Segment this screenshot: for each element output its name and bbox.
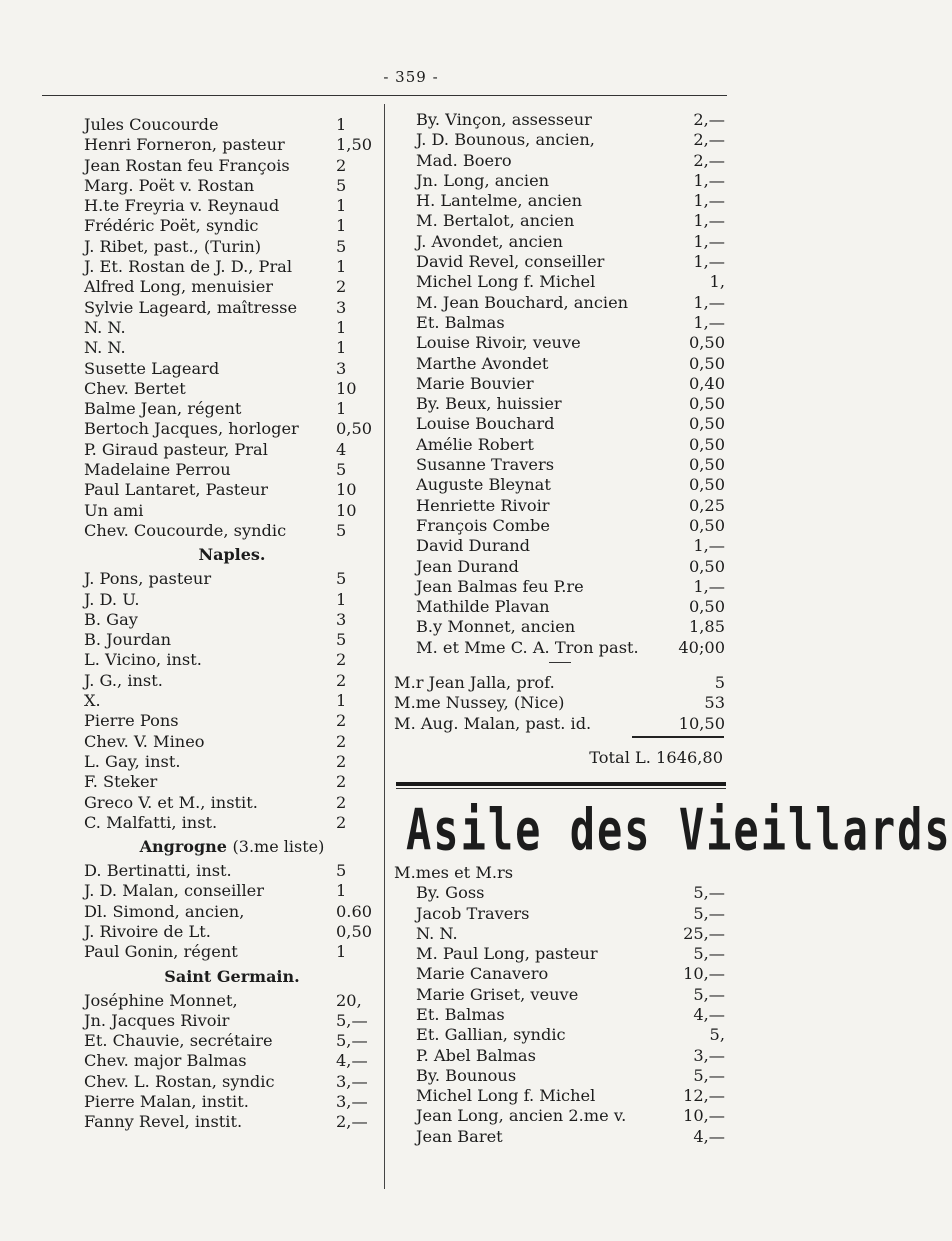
donor-amount: 1,— [693, 252, 725, 272]
donor-name: N. N. [84, 317, 126, 337]
donor-amount: 5,— [693, 883, 725, 903]
list-item [84, 318, 380, 338]
donor-name: J. Et. Rostan de J. D., Pral [84, 257, 293, 277]
list-item [416, 414, 729, 434]
list-item [84, 440, 380, 460]
list-item [84, 630, 380, 650]
section-rule-thick [396, 782, 726, 786]
donor-amount: 5, [709, 1025, 725, 1045]
donor-name: M. Bertalot, ancien [416, 211, 575, 231]
donor-amount: 1 [336, 196, 347, 216]
donor-amount: 2 [336, 731, 347, 751]
donor-name: Marthe Avondet [416, 353, 549, 373]
donor-amount: 1,50 [336, 135, 373, 155]
donor-amount: 1 [336, 881, 347, 901]
donor-amount: 1 [336, 317, 347, 337]
list-item [84, 881, 380, 901]
donor-amount: 0,50 [688, 556, 725, 576]
list-item [416, 577, 729, 597]
list-item [416, 475, 729, 495]
donor-name: B. Jourdan [84, 630, 172, 650]
donor-amount: 3,— [336, 1092, 368, 1112]
list-item [84, 257, 380, 277]
donor-amount: 20, [336, 990, 362, 1010]
list-item [394, 673, 729, 693]
donor-name: Marie Bouvier [416, 373, 534, 393]
donor-name: Jn. Long, ancien [416, 170, 550, 190]
list-item [84, 1051, 380, 1071]
donor-amount: 0,50 [336, 419, 373, 439]
donor-name: Jacob Travers [416, 903, 530, 923]
donor-name: C. Malfatti, inst. [84, 812, 218, 832]
separator-dash [549, 662, 571, 663]
donor-name: By. Beux, huissier [416, 394, 562, 414]
donor-name: Madelaine Perrou [84, 460, 231, 480]
donor-amount: 2 [336, 277, 347, 297]
donor-amount: 1 [336, 216, 347, 236]
list-item [84, 732, 380, 752]
donor-name: J. D. Malan, conseiller [84, 881, 264, 901]
donor-amount: 0,50 [688, 353, 725, 373]
list-item [416, 435, 729, 455]
donor-amount: 5 [336, 236, 347, 256]
list-item [416, 354, 729, 374]
donor-name: Chev. Bertet [84, 378, 186, 398]
list-item [416, 496, 729, 516]
naples-donor-list [84, 569, 380, 833]
list-item [84, 1112, 380, 1132]
donor-amount: 1,— [693, 312, 725, 332]
donor-amount: 0,50 [336, 921, 373, 941]
donor-name: Frédéric Poët, syndic [84, 216, 259, 236]
naples-heading: Naples. [198, 545, 266, 565]
donor-name: J. Pons, pasteur [84, 569, 212, 589]
list-item [416, 130, 729, 150]
saint-germain-heading: Saint Germain. [164, 966, 300, 986]
donor-name: Et. Chauvie, secrétaire [84, 1031, 273, 1051]
donor-name: M. Paul Long, pasteur [416, 944, 598, 964]
donor-name: Marie Canavero [416, 964, 549, 984]
list-item [84, 813, 380, 833]
donor-amount: 3,— [693, 1045, 725, 1065]
donor-amount: 0.60 [336, 901, 373, 921]
list-item [84, 590, 380, 610]
list-item [84, 359, 380, 379]
list-item [416, 252, 729, 272]
list-item [416, 333, 729, 353]
donor-amount: 1 [336, 691, 347, 711]
donor-name: Chev. Coucourde, syndic [84, 520, 287, 540]
donor-name: Paul Gonin, régent [84, 942, 238, 962]
donor-amount: 2 [336, 772, 347, 792]
donor-amount: 5,— [336, 1031, 368, 1051]
donor-name: Michel Long f. Michel [416, 272, 596, 292]
list-item [84, 922, 380, 942]
donor-amount: 10,50 [678, 713, 725, 733]
list-item [84, 460, 380, 480]
donor-amount: 1 [336, 257, 347, 277]
donor-amount: 1,— [693, 170, 725, 190]
list-item [416, 638, 729, 658]
list-item [84, 216, 380, 236]
list-item [84, 176, 380, 196]
list-item [84, 298, 380, 318]
donor-name: Bertoch Jacques, horloger [84, 419, 299, 439]
donor-amount: 3 [336, 297, 347, 317]
donor-amount: 10 [336, 480, 357, 500]
donor-name: Jean Long, ancien 2.me v. [416, 1106, 627, 1126]
list-item [416, 211, 729, 231]
donor-amount: 5 [336, 569, 347, 589]
right-donor-list [394, 110, 729, 658]
donor-name: Jean Rostan feu François [84, 155, 290, 175]
list-item [84, 793, 380, 813]
donor-amount: 12,— [683, 1086, 725, 1106]
list-item [416, 272, 729, 292]
donor-name: Louise Bouchard [416, 414, 555, 434]
donor-name: J. D. Bounous, ancien, [416, 130, 595, 150]
donor-name: N. N. [416, 923, 458, 943]
donor-name: J. D. U. [84, 589, 140, 609]
donor-amount: 5 [336, 861, 347, 881]
donor-amount: 4 [336, 439, 347, 459]
list-item [416, 232, 729, 252]
donor-name: Louise Rivoir, veuve [416, 333, 581, 353]
donor-amount: 5 [336, 175, 347, 195]
right-donor-list-2 [394, 673, 729, 734]
donor-name: Paul Lantaret, Pasteur [84, 480, 269, 500]
donor-amount: 2 [336, 751, 347, 771]
list-item [84, 156, 380, 176]
donor-amount: 2 [336, 792, 347, 812]
donor-name: By. Vinçon, assesseur [416, 110, 592, 129]
angrogne-donor-list [84, 861, 380, 962]
donor-amount: 2,— [693, 110, 725, 129]
donor-name: J. G., inst. [84, 670, 163, 690]
list-item [416, 110, 729, 130]
total-rule [632, 736, 724, 738]
donor-amount: 5,— [693, 944, 725, 964]
donor-amount: 2 [336, 650, 347, 670]
donor-name: Chev. major Balmas [84, 1051, 247, 1071]
donor-amount: 10,— [683, 964, 725, 984]
donor-name: Greco V. et M., instit. [84, 792, 258, 812]
list-item [416, 374, 729, 394]
donor-name: M. Jean Bouchard, ancien [416, 292, 629, 312]
saint-germain-donor-list [84, 991, 380, 1133]
donor-name: P. Giraud pasteur, Pral [84, 439, 268, 459]
donor-name: Jules Coucourde [84, 115, 219, 134]
donor-amount: 1 [336, 942, 347, 962]
list-item [394, 1086, 729, 1106]
donor-name: M. et Mme C. A. Tron past. [416, 637, 639, 657]
list-item [394, 985, 729, 1005]
donor-name: Susette Lageard [84, 358, 220, 378]
donor-amount: 2 [336, 711, 347, 731]
list-item [416, 171, 729, 191]
list-item [416, 191, 729, 211]
donor-name: Chev. L. Rostan, syndic [84, 1071, 275, 1091]
donor-name: X. [84, 691, 101, 711]
donor-amount: 5,— [336, 1010, 368, 1030]
donor-name: Joséphine Monnet, [84, 990, 238, 1010]
donor-name: H. Lantelme, ancien [416, 191, 583, 211]
donor-amount: 1, [709, 272, 725, 292]
list-item [394, 714, 729, 734]
list-item [84, 610, 380, 630]
list-item [416, 617, 729, 637]
donor-amount: 5,— [693, 903, 725, 923]
column-divider [384, 104, 385, 1189]
donor-name: Fanny Revel, instit. [84, 1112, 243, 1132]
asile-title: Asile des Vieillards [406, 796, 952, 864]
donor-amount: 1 [336, 399, 347, 419]
list-item [394, 944, 729, 964]
list-item [416, 455, 729, 475]
donor-amount: 4,— [693, 1126, 725, 1146]
donor-name: L. Vicino, inst. [84, 650, 202, 670]
list-item [394, 883, 729, 903]
list-item [84, 399, 380, 419]
donor-amount: 1,— [693, 536, 725, 556]
donor-name: By. Goss [416, 883, 485, 903]
list-item [84, 501, 380, 521]
list-item [84, 379, 380, 399]
donor-name: Dl. Simond, ancien, [84, 901, 245, 921]
list-item [416, 313, 729, 333]
donor-amount: 2,— [693, 150, 725, 170]
donor-amount: 0,50 [688, 394, 725, 414]
list-item [84, 419, 380, 439]
list-item [84, 691, 380, 711]
donor-amount: 5,— [693, 1065, 725, 1085]
donor-name: Un ami [84, 500, 144, 520]
donor-amount: 10,— [683, 1106, 725, 1126]
donor-amount: 5 [336, 520, 347, 540]
list-item [416, 536, 729, 556]
donor-name: P. Abel Balmas [416, 1045, 536, 1065]
list-item [84, 752, 380, 772]
list-item [84, 942, 380, 962]
list-item [394, 1005, 729, 1025]
list-item [394, 904, 729, 924]
page-number: - 359 - [383, 68, 439, 86]
donor-amount: 40;00 [678, 637, 725, 657]
donor-name: N. N. [84, 338, 126, 358]
donor-name: B. Gay [84, 609, 138, 629]
list-item [84, 196, 380, 216]
list-item [394, 924, 729, 944]
donor-amount: 0,50 [688, 475, 725, 495]
donor-name: J. Avondet, ancien [416, 231, 563, 251]
list-item [394, 693, 729, 713]
list-item [394, 1025, 729, 1045]
donor-amount: 3 [336, 358, 347, 378]
donor-name: Mathilde Plavan [416, 597, 550, 617]
donor-amount: 53 [704, 693, 725, 713]
donor-name: Henri Forneron, pasteur [84, 135, 285, 155]
list-item [416, 151, 729, 171]
list-item [84, 338, 380, 358]
asile-donor-list [394, 883, 729, 1147]
list-item [84, 1072, 380, 1092]
donor-amount: 2 [336, 155, 347, 175]
donor-amount: 1 [336, 589, 347, 609]
list-item [394, 1066, 729, 1086]
donor-amount: 1,— [693, 576, 725, 596]
donor-amount: 2 [336, 670, 347, 690]
donor-amount: 0,25 [688, 495, 725, 515]
list-item [84, 135, 380, 155]
list-item [84, 237, 380, 257]
header-rule [42, 95, 727, 96]
donor-amount: 5 [336, 630, 347, 650]
left-column [84, 115, 380, 1133]
donor-name: François Combe [416, 515, 550, 535]
donor-amount: 2 [336, 812, 347, 832]
donor-amount: 0,50 [688, 597, 725, 617]
list-item [84, 1011, 380, 1031]
list-item [84, 650, 380, 670]
donor-amount: 0,50 [688, 515, 725, 535]
donor-name: D. Bertinatti, inst. [84, 861, 232, 881]
angrogne-subtitle: (3.me liste) [232, 837, 325, 857]
list-item [84, 521, 380, 541]
list-item [416, 293, 729, 313]
donor-name: Jn. Jacques Rivoir [84, 1010, 230, 1030]
donor-amount: 2,— [693, 130, 725, 150]
donor-name: Et. Balmas [416, 312, 505, 332]
donor-name: M.r Jean Jalla, prof. [394, 673, 555, 693]
donor-amount: 0,50 [688, 434, 725, 454]
donor-amount: 3,— [336, 1071, 368, 1091]
donor-amount: 5 [714, 673, 725, 693]
donor-amount: 1 [336, 338, 347, 358]
list-item [84, 671, 380, 691]
donor-name: David Revel, conseiller [416, 252, 605, 272]
donor-name: Et. Gallian, syndic [416, 1025, 566, 1045]
donor-name: Amélie Robert [416, 434, 534, 454]
donor-name: Jean Baret [416, 1126, 503, 1146]
donor-amount: 4,— [693, 1004, 725, 1024]
donor-amount: 1,— [693, 231, 725, 251]
list-item [416, 557, 729, 577]
donor-amount: 0,50 [688, 455, 725, 475]
donor-name: J. Ribet, past., (Turin) [84, 236, 262, 256]
list-item [84, 711, 380, 731]
donor-name: F. Steker [84, 772, 158, 792]
list-item [394, 1046, 729, 1066]
donor-name: Jean Balmas feu P.re [416, 576, 584, 596]
donor-amount: 10 [336, 378, 357, 398]
donor-name: J. Rivoire de Lt. [84, 921, 211, 941]
total-amount: Total L. 1646,80 [589, 747, 723, 767]
donor-amount: 5,— [693, 984, 725, 1004]
donor-name: Chev. V. Mineo [84, 731, 205, 751]
donor-amount: 1,85 [688, 617, 725, 637]
donor-name: Alfred Long, menuisier [84, 277, 274, 297]
donor-name: H.te Freyria v. Reynaud [84, 196, 280, 216]
list-item [84, 772, 380, 792]
donor-name: Pierre Malan, instit. [84, 1092, 249, 1112]
donor-name: Jean Durand [416, 556, 519, 576]
donor-name: M. Aug. Malan, past. id. [394, 713, 592, 733]
donor-amount: 0,50 [688, 414, 725, 434]
list-item [84, 1092, 380, 1112]
list-item [416, 597, 729, 617]
list-item [416, 394, 729, 414]
asile-intro: M.mes et M.rs [394, 862, 514, 882]
donor-name: L. Gay, inst. [84, 751, 181, 771]
list-item [84, 1031, 380, 1051]
donor-amount: 10 [336, 500, 357, 520]
donor-name: M.me Nussey, (Nice) [394, 693, 565, 713]
donor-name: Sylvie Lageard, maîtresse [84, 297, 298, 317]
donor-amount: 2,— [336, 1112, 368, 1132]
donor-amount: 1,— [693, 191, 725, 211]
list-item [394, 1106, 729, 1126]
donor-name: David Durand [416, 536, 531, 556]
left-donor-list [84, 115, 380, 541]
donor-amount: 4,— [336, 1051, 368, 1071]
donor-name: Balme Jean, régent [84, 399, 242, 419]
donor-name: Henriette Rivoir [416, 495, 550, 515]
section-rule-thin [396, 788, 726, 789]
donor-name: Marg. Poët v. Rostan [84, 175, 255, 195]
donor-amount: 3 [336, 609, 347, 629]
list-item [84, 902, 380, 922]
list-item [84, 480, 380, 500]
list-item [416, 516, 729, 536]
donor-amount: 5 [336, 460, 347, 480]
list-item [84, 115, 380, 135]
donor-name: Michel Long f. Michel [416, 1086, 596, 1106]
donor-name: By. Bounous [416, 1065, 517, 1085]
donor-name: Et. Balmas [416, 1004, 505, 1024]
donor-name: Marie Griset, veuve [416, 984, 579, 1004]
donor-amount: 0,50 [688, 333, 725, 353]
angrogne-title: Angrogne [139, 837, 227, 857]
donor-amount: 25,— [683, 923, 725, 943]
list-item [84, 991, 380, 1011]
donor-amount: 1,— [693, 211, 725, 231]
donor-name: Auguste Bleynat [416, 475, 551, 495]
list-item [394, 964, 729, 984]
donor-amount: 1 [336, 115, 347, 134]
angrogne-heading [84, 833, 380, 861]
list-item [84, 861, 380, 881]
list-item [394, 1127, 729, 1147]
list-item [84, 569, 380, 589]
donor-name: Susanne Travers [416, 455, 555, 475]
donor-name: Mad. Boero [416, 150, 512, 170]
donor-amount: 0,40 [688, 373, 725, 393]
donor-name: Pierre Pons [84, 711, 179, 731]
right-column [394, 110, 952, 1147]
list-item [84, 277, 380, 297]
donor-amount: 1,— [693, 292, 725, 312]
donor-name: B.y Monnet, ancien [416, 617, 576, 637]
